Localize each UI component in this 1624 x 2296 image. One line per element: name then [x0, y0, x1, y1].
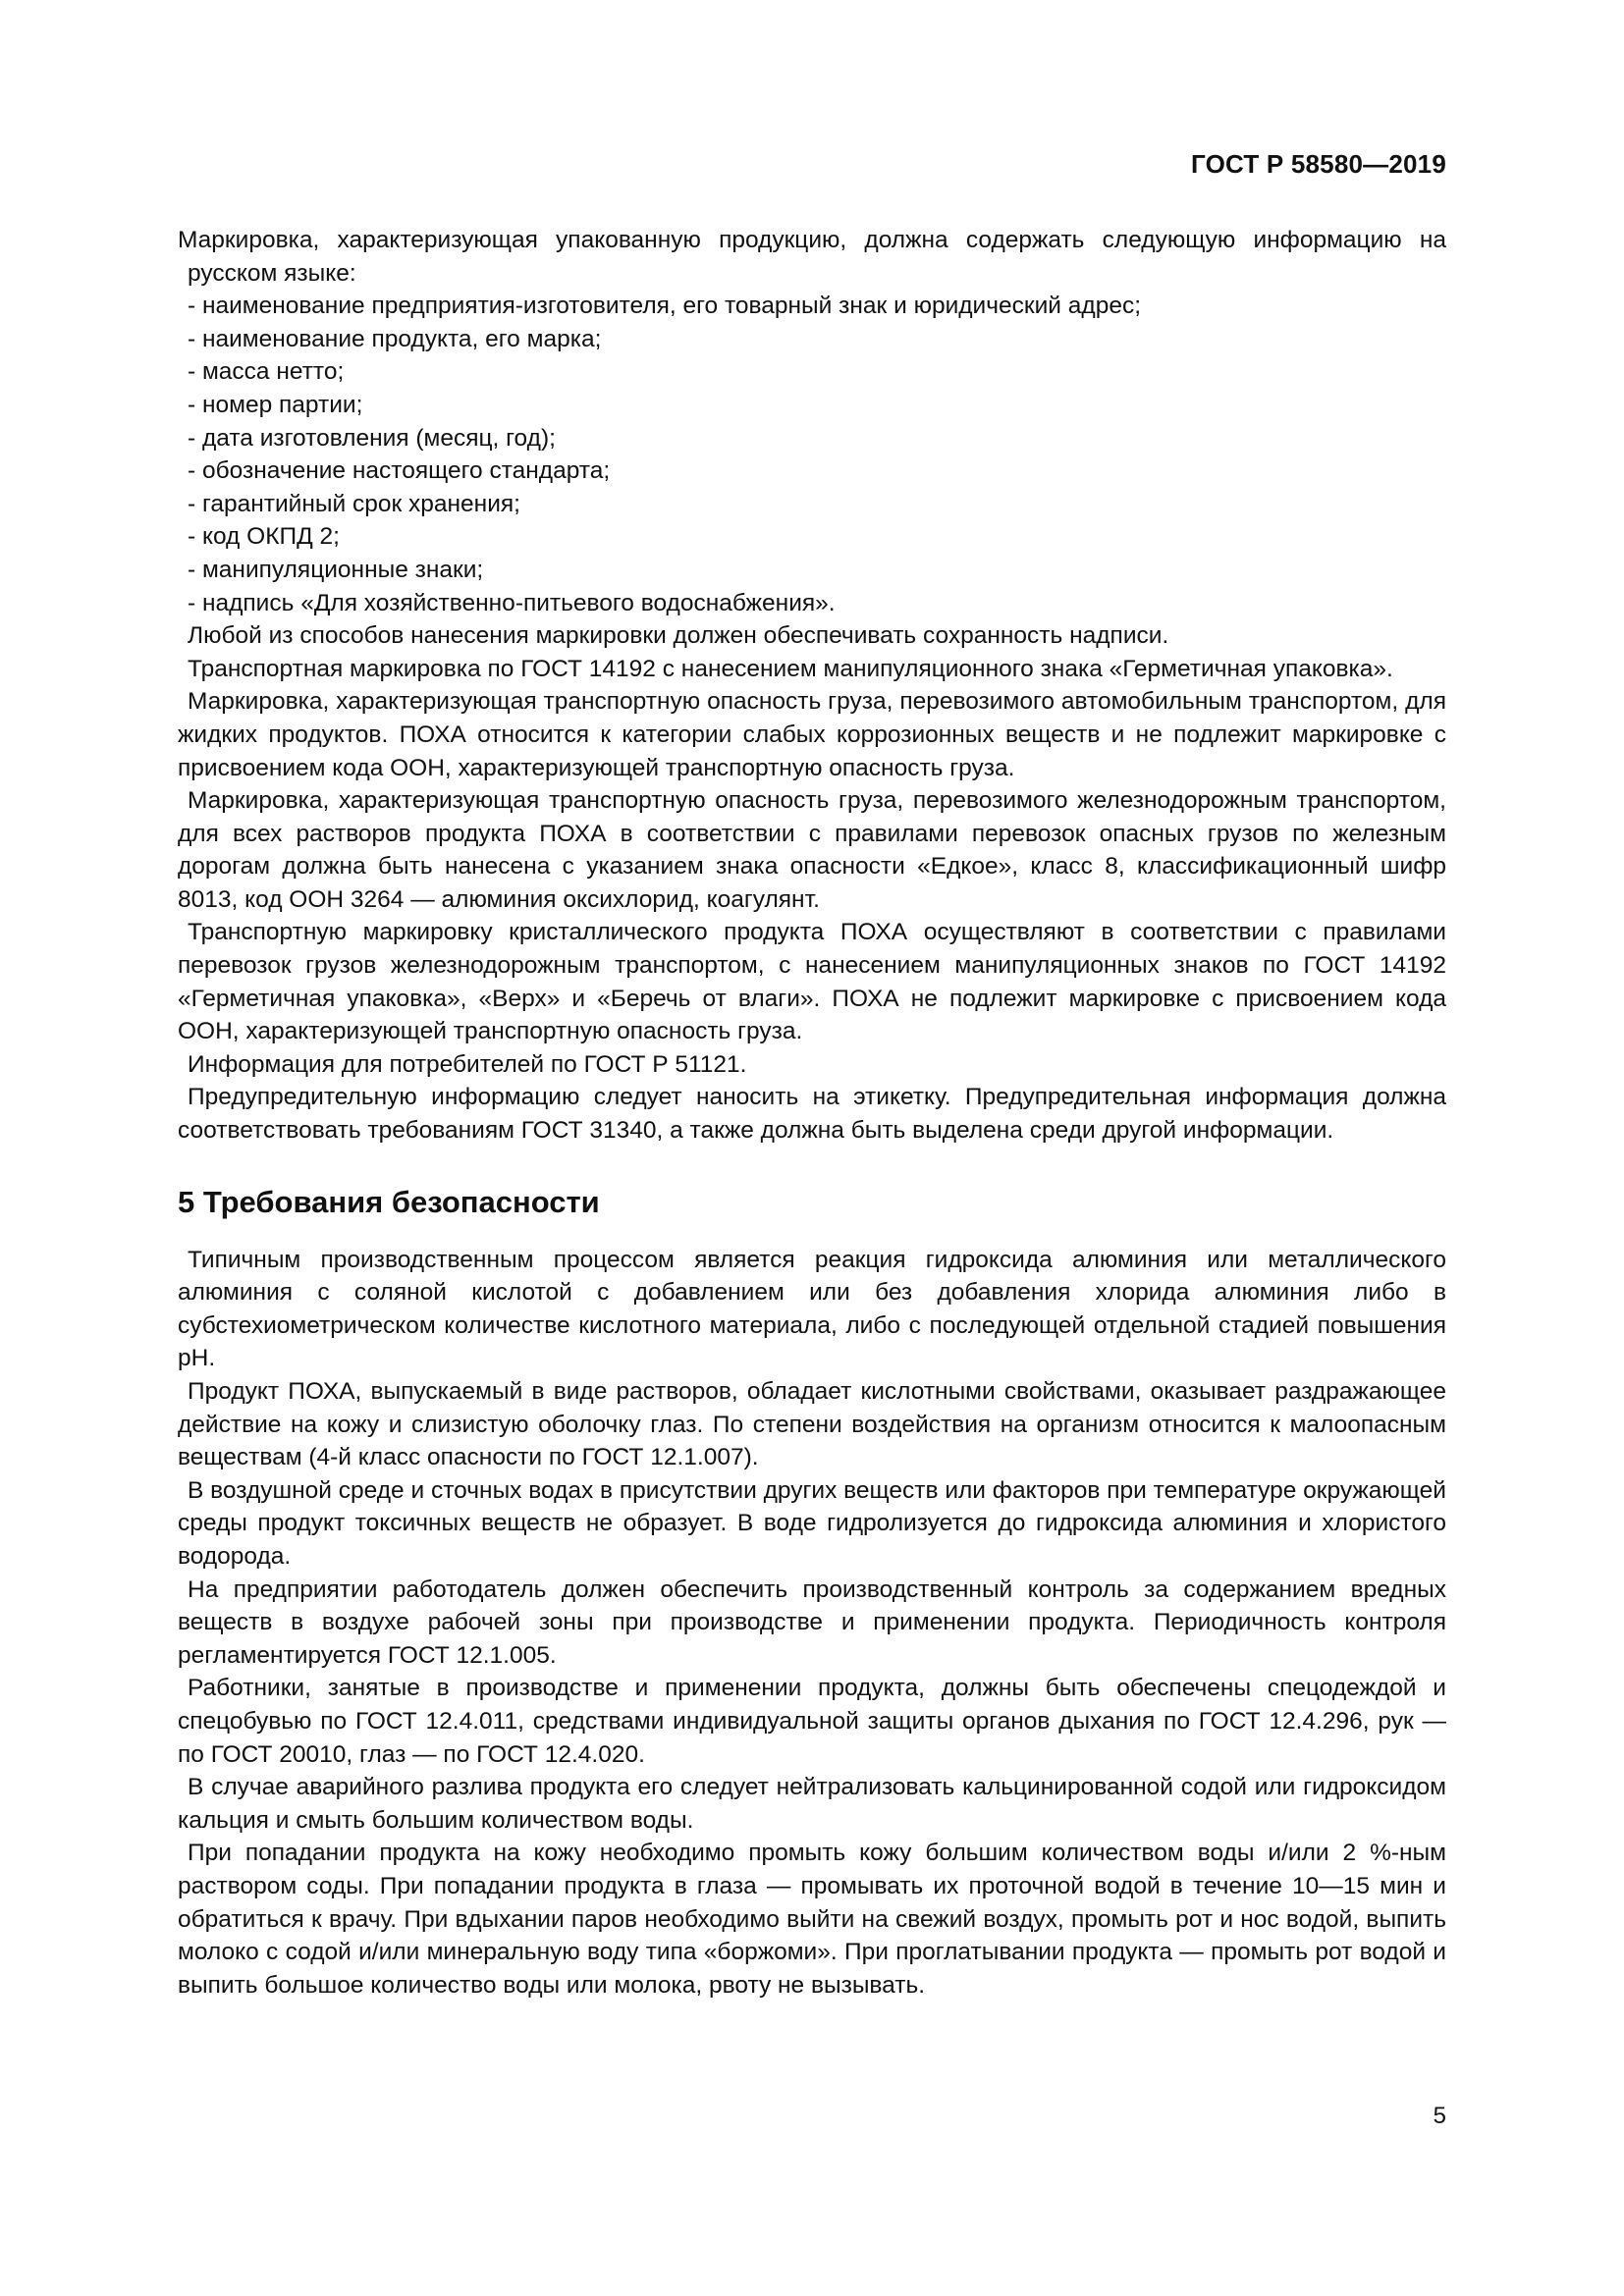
marking-paragraph: Маркировка, характеризующая транспортную опасность груза, перевозимого железнодорожным транспортом, для всех растворов продукта ПОХА в соответствии с правилами перевозок опасных грузов по железным дорогам должна быть нанесена с указанием знака опасности «Едкое», класс 8, классификационный шифр 8013, код ООН 3264 — алюминия оксихлорид, коагулянт. — [178, 787, 1446, 913]
section-paragraph: Работники, занятые в производстве и применении продукта, должны быть обеспечены спецодеждой и спецобувью по ГОСТ 12.4.011, средствами индивидуальной защиты органов дыхания по ГОСТ 12.4.296, рук — по ГОСТ 20010, глаз — по ГОСТ 12.4.020. — [178, 1675, 1446, 1768]
marking-paragraph: Любой из способов нанесения маркировки должен обеспечивать сохранность надписи. — [188, 622, 1169, 650]
section-paragraph: На предприятии работодатель должен обеспечить производственный контроль за содержанием вредных веществ в воздухе рабочей зоны при производстве и применении продукта. Периодичность контроля регламентируется ГОСТ 12.1.005. — [178, 1575, 1446, 1669]
list-item: - манипуляционные знаки; — [188, 556, 484, 583]
marking-paragraph: Информация для потребителей по ГОСТ Р 51121. — [188, 1050, 747, 1078]
section-paragraph: В воздушной среде и сточных водах в присутствии других веществ или факторов при температуре окружающей среды продукт токсичных веществ не образует. В воде гидролизуется до гидроксида алюминия и хлористого водорода. — [178, 1476, 1446, 1570]
list-item: - номер партии; — [188, 391, 363, 418]
list-item: - обозначение настоящего стандарта; — [188, 457, 611, 485]
list-item: - код ОКПД 2; — [188, 523, 340, 551]
section-paragraph: Продукт ПОХА, выпускаемый в виде растворов, обладает кислотными свойствами, оказывает раздражающее действие на кожу и слизистую оболочку глаз. По степени воздействия на организм относится к малоопасным веществам (4-й класс опасности по ГОСТ 12.1.007). — [178, 1378, 1446, 1471]
list-item: - надпись «Для хозяйственно-питьевого водоснабжения». — [188, 589, 836, 616]
list-item: - дата изготовления (месяц, год); — [188, 424, 556, 452]
marking-paragraph: Маркировка, характеризующая транспортную опасность груза, перевозимого автомобильным транспортом, для жидких продуктов. ПОХА относится к категории слабых коррозионных веществ и не подлежит маркировке с присвоением кода ООН, характеризующей транспортную опасность груза. — [178, 688, 1446, 781]
marking-paragraph: Транспортная маркировка по ГОСТ 14192 с нанесением манипуляционного знака «Герметичная упаковка». — [188, 655, 1393, 682]
section-paragraph: Типичным производственным процессом является реакция гидроксида алюминия или металлического алюминия с соляной кислотой с добавлением или без добавления хлорида алюминия либо в субстехиометрическом количестве кислотного материала, либо с последующей отдельной стадией повышения pH. — [178, 1246, 1446, 1372]
page-number: 5 — [1433, 2103, 1446, 2129]
section-heading: 5 Требования безопасности — [178, 1184, 600, 1219]
marking-paragraph: Транспортную маркировку кристаллического продукта ПОХА осуществляют в соответствии с правилами перевозок грузов железнодорожным транспортом, с нанесением манипуляционных знаков по ГОСТ 14192 «Герметичная упаковка», «Верх» и «Беречь от влаги». ПОХА не подлежит маркировке с присвоением кода ООН, характеризующей транспортную опасность груза. — [178, 919, 1446, 1045]
marking-list — [178, 290, 1446, 619]
list-item: - гарантийный срок хранения; — [188, 490, 520, 517]
section-paragraph: В случае аварийного разлива продукта его следует нейтрализовать кальцинированной содой или гидроксидом кальция и смыть большим количеством воды. — [178, 1774, 1446, 1834]
section-paragraph: При попадании продукта на кожу необходимо промыть кожу большим количеством воды и/или 2 %-ным раствором соды. При попадании продукта в глаза — промывать их проточной водой в течение 10—15 мин и обратиться к врачу. При вдыхании паров необходимо выйти на свежий воздух, промыть рот и нос водой, выпить молоко с содой и/или минеральную воду типа «боржоми». При проглатывании продукта — промыть рот водой и выпить большое количество воды или молока, рвоту не вызывать. — [178, 1840, 1446, 1999]
marking-intro: Маркировка, характеризующая упакованную продукцию, должна содержать следующую информацию на русском языке: — [178, 227, 1446, 287]
document-header-id: ГОСТ Р 58580—2019 — [1191, 149, 1446, 179]
page-body — [178, 224, 1446, 2002]
list-item: - наименование продукта, его марка; — [188, 325, 602, 352]
list-item: - наименование предприятия-изготовителя, его товарный знак и юридический адрес; — [188, 293, 1142, 320]
list-item: - масса нетто; — [188, 358, 345, 386]
marking-paragraph: Предупредительную информацию следует наносить на этикетку. Предупредительная информация должна соответствовать требованиям ГОСТ 31340, а также должна быть выделена среди другой информации. — [178, 1084, 1446, 1145]
